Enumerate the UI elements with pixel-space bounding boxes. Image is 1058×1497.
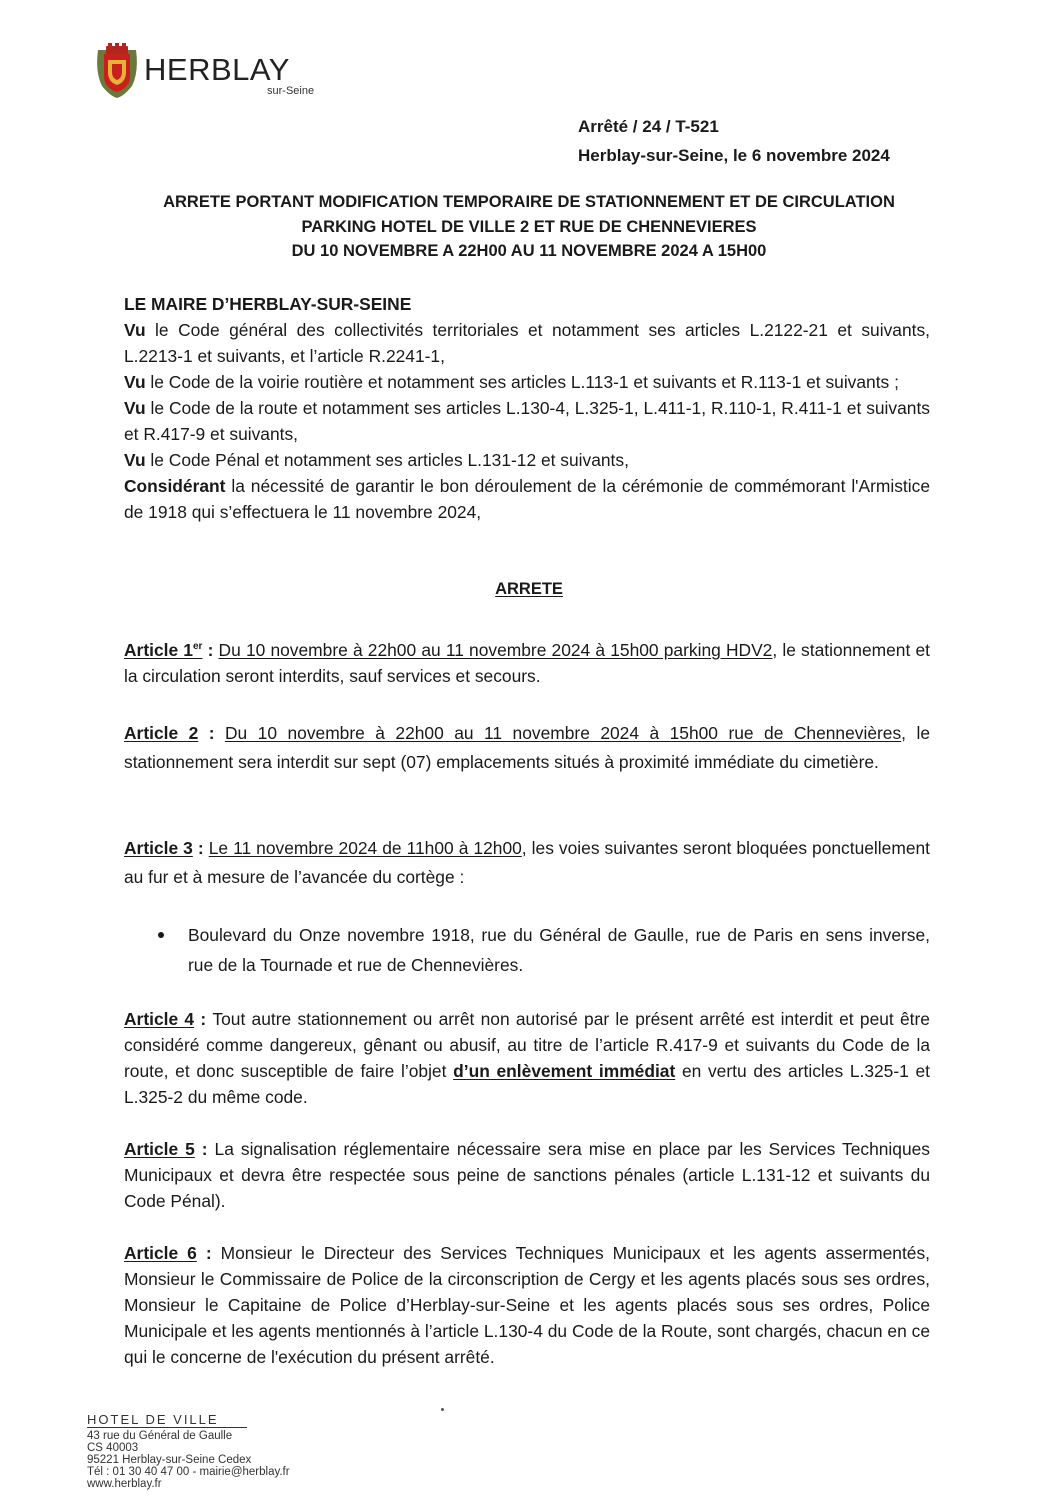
herblay-logo: [92, 42, 332, 102]
article-1-period: Du 10 novembre à 22h00 au 11 novembre 2024 à 15h00 parking HDV2: [218, 639, 773, 660]
preamble-vu-3: Vu le Code de la route et notamment ses articles L.130-4, L.325-1, L.411-1, R.110-1, R.411-1 et suivants et R.417-9 et suivants,: [124, 398, 930, 444]
decree-reference: [578, 112, 890, 170]
bullet-icon: [158, 932, 164, 938]
footer-contact: Tél : 01 30 40 47 00 - mairie@herblay.fr: [87, 1466, 290, 1478]
city-crest-icon: [92, 42, 142, 100]
preamble-vu-1: Vu le Code général des collectivités territoriales et notamment ses articles L.2122-21 et suivants, L.2213-1 et suivants, et l’article R.2241-1,: [124, 320, 930, 366]
footer-street: 43 rue du Général de Gaulle: [87, 1430, 233, 1442]
article-6: Article 6 : Monsieur le Directeur des Services Techniques Municipaux et les agents assermentés, Monsieur le Commissaire de Police de la circonscription de Cergy et les agents placés sous ses ordres, Monsieur le Capitaine de Police d’Herblay-sur-Seine et les agents placés sous ses ordres, Police Municipale et les agents mentionnés à l’article L.130-4 du Code de la Route, sont chargés, chacun en ce qui le concerne de l'exécution du présent arrêté.: [124, 1243, 930, 1367]
immediate-removal-emphasis: d’un enlèvement immédiat: [453, 1061, 676, 1081]
arrete-heading: ARRETE: [495, 580, 563, 598]
preamble-vu-4: Vu le Code Pénal et notamment ses articles L.131-12 et suivants,: [124, 450, 629, 470]
footer-address: [87, 1414, 407, 1490]
mayor-heading: LE MAIRE D’HERBLAY-SUR-SEINE: [124, 294, 412, 314]
logo-subtitle: sur-Seine: [267, 85, 315, 97]
footer-city: 95221 Herblay-sur-Seine Cedex: [87, 1454, 252, 1466]
blocked-streets-list: Boulevard du Onze novembre 1918, rue du Général de Gaulle, rue de Paris en sens inverse, rue de la Tournade et rue de Chennevières.: [188, 925, 930, 975]
preamble: [124, 291, 930, 525]
article-5: Article 5 : La signalisation réglementaire nécessaire sera mise en place par les Services Techniques Municipaux et devra être respectée sous peine de sanctions pénales (article L.131-12 et suivants du Code Pénal).: [124, 1139, 930, 1211]
place-and-date: Herblay-sur-Seine, le 6 novembre 2024: [578, 146, 890, 165]
title-line-2: PARKING HOTEL DE VILLE 2 ET RUE DE CHENNEVIERES: [301, 217, 757, 236]
article-1: Article 1er : Du 10 novembre à 22h00 au 11 novembre 2024 à 15h00 parking HDV2, le stationnement et la circulation seront interdits, sauf services et secours.: [124, 639, 930, 686]
article-3-period: Le 11 novembre 2024 de 11h00 à 12h00: [208, 838, 522, 858]
decree-title: [90, 190, 968, 264]
footer-cs: CS 40003: [87, 1442, 139, 1454]
title-line-3: DU 10 NOVEMBRE A 22H00 AU 11 NOVEMBRE 2024 A 15H00: [291, 242, 767, 260]
article-2-period: Du 10 novembre à 22h00 au 11 novembre 2024 à 15h00 rue de Chennevières: [224, 723, 902, 743]
footer-title: HOTEL DE VILLE: [87, 1414, 247, 1428]
decree-number: Arrêté / 24 / T-521: [578, 117, 719, 136]
article-2: Article 2 : Du 10 novembre à 22h00 au 11 novembre 2024 à 15h00 rue de Chennevières, le stationnement sera interdit sur sept (07) emplacements situés à proximité immédiate du cimetière.: [124, 723, 930, 772]
article-4: Article 4 : Tout autre stationnement ou arrêt non autorisé par le présent arrêté est interdit et peut être considéré comme dangereux, gênant ou abusif, au titre de l’article R.417-9 et suivants du Code de la route, et donc susceptible de faire l’objet d’un enlèvement immédiat en vertu des articles L.325-1 et L.325-2 du même code.: [124, 1009, 930, 1107]
footer-website: www.herblay.fr: [87, 1478, 162, 1490]
preamble-vu-2: Vu le Code de la voirie routière et notamment ses articles L.113-1 et suivants et R.113-1 et suivants ;: [124, 372, 899, 392]
article-3: Article 3 : Le 11 novembre 2024 de 11h00 à 12h00, les voies suivantes seront bloquées ponctuellement au fur et à mesure de l’avancée du cortège :: [124, 838, 930, 887]
article-3-bullet: [150, 920, 930, 980]
preamble-considerant: Considérant la nécessité de garantir le bon déroulement de la cérémonie de commémorant l'Armistice de 1918 qui s’effectuera le 11 novembre 2024,: [124, 476, 930, 522]
logo-name: HERBLAY: [144, 52, 290, 87]
stray-mark: [441, 1408, 444, 1411]
title-line-1: ARRETE PORTANT MODIFICATION TEMPORAIRE DE STATIONNEMENT ET DE CIRCULATION: [163, 193, 895, 211]
